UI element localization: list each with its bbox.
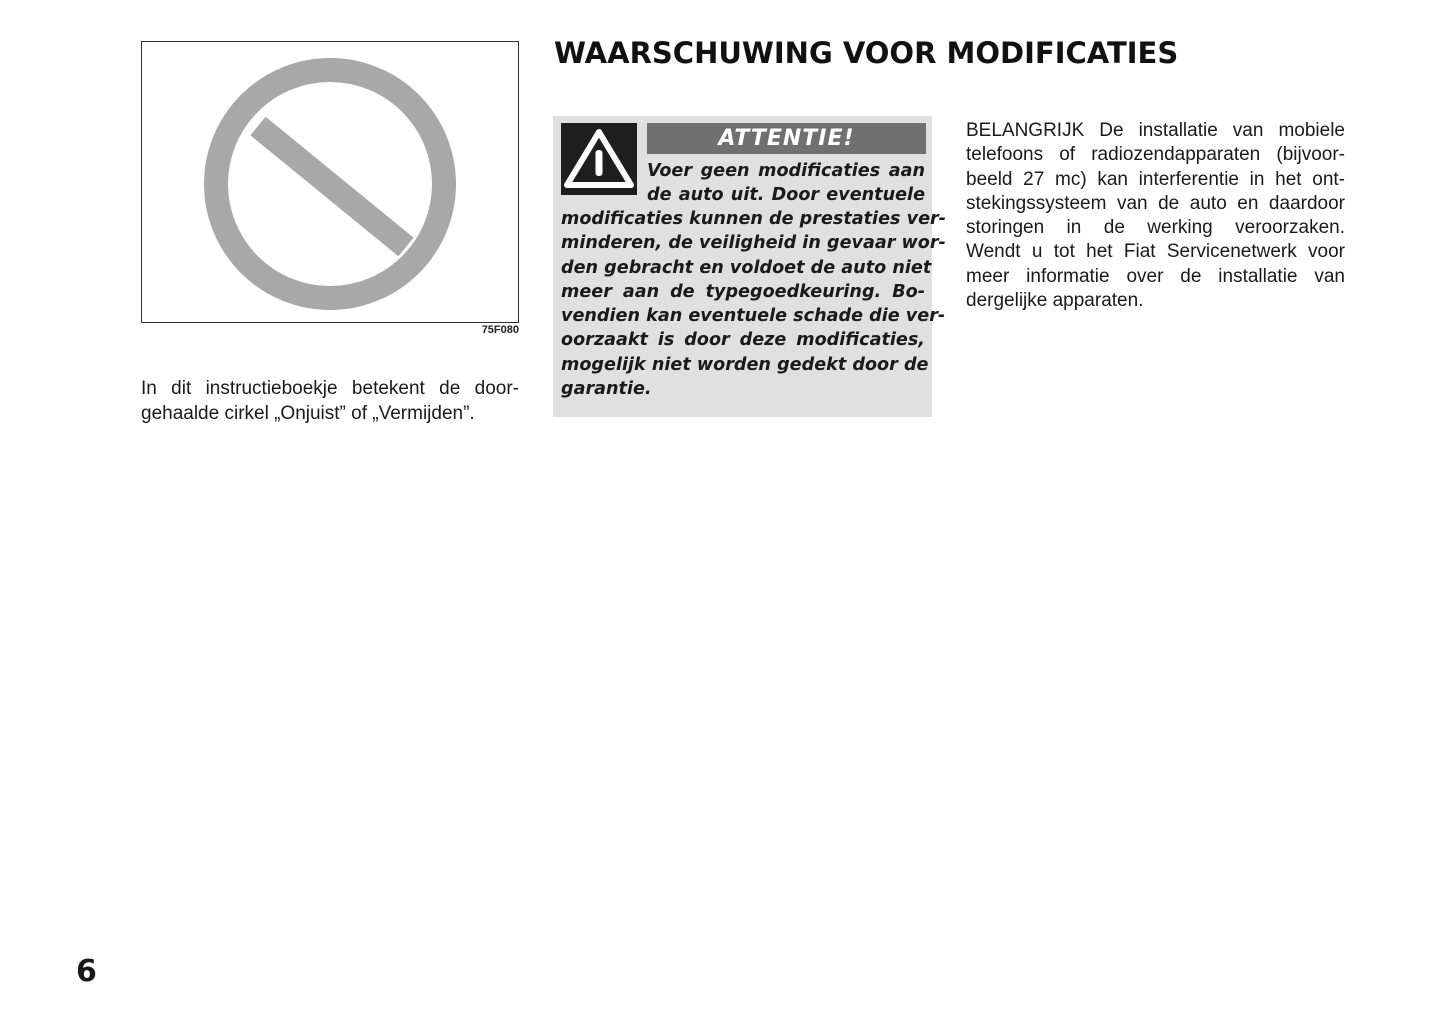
text-line: In dit instructieboekje betekent de door- xyxy=(141,378,519,399)
text-line: minderen, de veiligheid in gevaar wor- xyxy=(561,233,946,254)
figure-code: 75F080 xyxy=(481,324,519,336)
text-line: beeld 27 mc) kan interferentie in het ont- xyxy=(966,168,1345,190)
warning-label: ATTENTIE! xyxy=(647,123,926,154)
text-line: vendien kan eventuele schade die ver- xyxy=(561,306,946,327)
figure-caption-paragraph xyxy=(141,377,519,426)
text-line: meer aan de typegoedkeuring. Bo- xyxy=(561,281,925,302)
text-line: mogelijk niet worden gedekt door de xyxy=(561,354,929,375)
text-line: oorzaakt is door deze modificaties, xyxy=(561,330,925,351)
text-line: Wendt u tot het Fiat Servicenetwerk voor xyxy=(966,241,1345,263)
text-line: stekingssysteem van de auto en daardoor xyxy=(966,192,1345,214)
text-line: modificaties kunnen de prestaties ver- xyxy=(561,209,946,229)
text-line: dergelijke apparaten. xyxy=(966,290,1144,312)
page-number: 6 xyxy=(76,954,97,989)
page-title: WAARSCHUWING VOOR MODIFICATIES xyxy=(554,36,1179,70)
text-line: gehaalde cirkel „Onjuist” of „Vermijden”. xyxy=(141,402,475,424)
warning-triangle-icon xyxy=(561,123,637,195)
text-line: meer informatie over de installatie van xyxy=(966,265,1345,287)
text-line: telefoons of radiozendapparaten (bijvoor- xyxy=(966,144,1345,166)
prohibited-figure xyxy=(141,41,519,323)
text-line: garantie. xyxy=(561,379,652,400)
text-line: storingen in de werking veroorzaken. xyxy=(966,217,1345,239)
warning-text xyxy=(561,207,946,401)
text-line: Voer geen modificaties aan xyxy=(647,161,925,181)
text-line: BELANGRIJK De installatie van mobiele xyxy=(966,120,1345,141)
text-line: den gebracht en voldoet de auto niet xyxy=(561,257,932,278)
warning-text-top xyxy=(647,159,925,208)
prohibited-circle-icon xyxy=(142,42,518,322)
text-line: de auto uit. Door eventuele xyxy=(647,185,925,206)
important-paragraph xyxy=(966,119,1345,313)
